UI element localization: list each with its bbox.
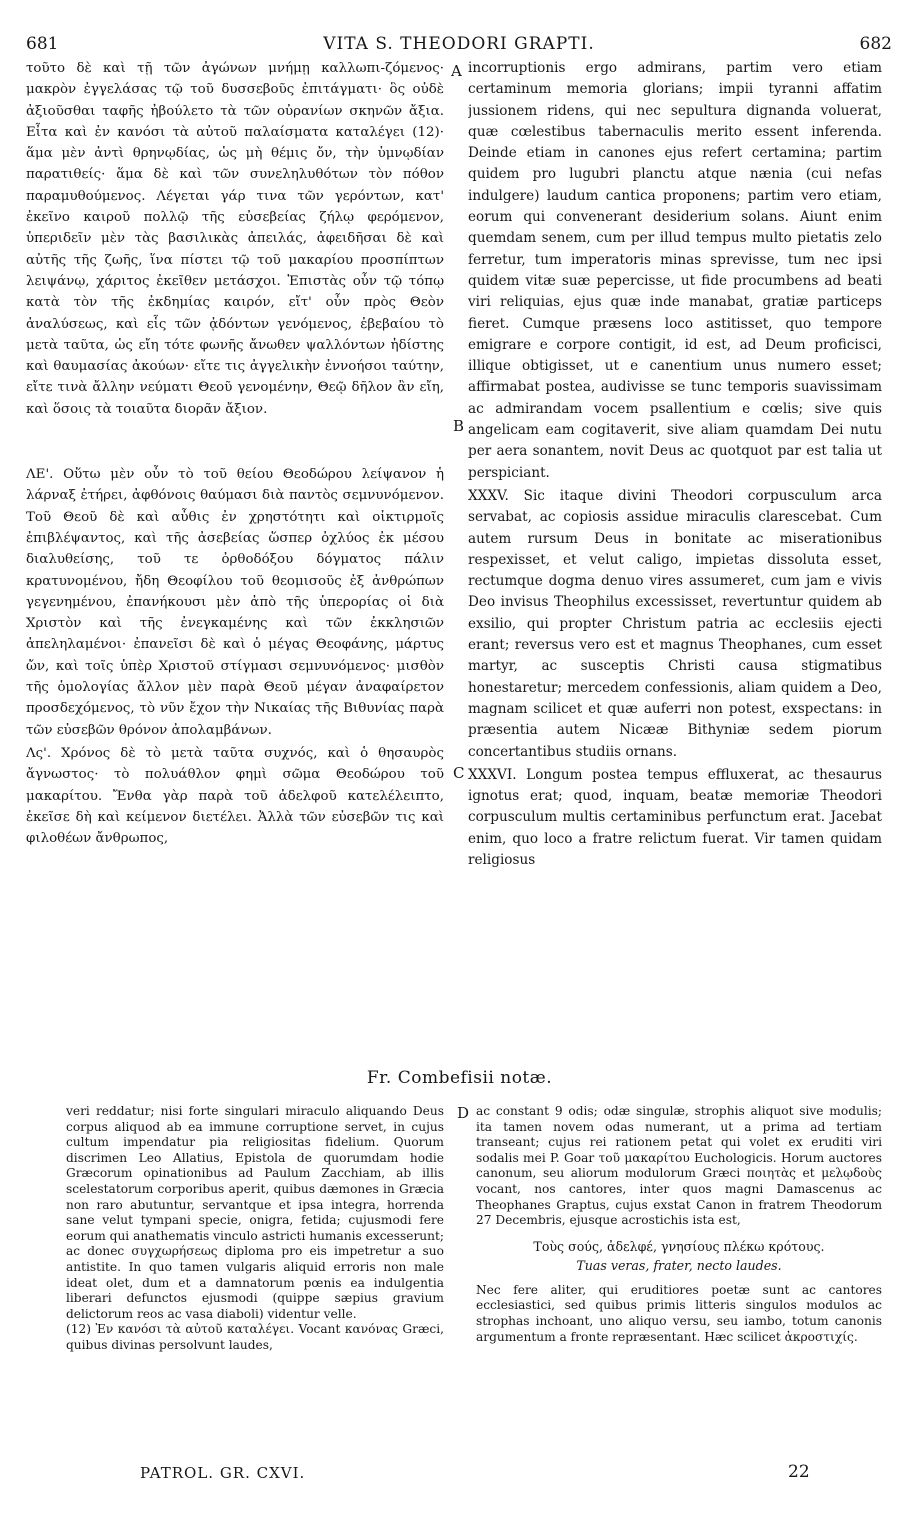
- greek-paragraph: τοῦτο δὲ καὶ τῇ τῶν ἀγώνων μνήμῃ καλλωπι-ζόμενος· μακρὸν ἐγγελάσας τῷ τοῦ δυσσεβοῦς ἐπιτάγματι· ὃς οὐδὲ ἀξιοῦσθαι ταφῆς ἠβούλετο τὰ τῶν οὐρανίων σκηνῶν ἄξια. Εἶτα καὶ ἐν κανόσι τὰ αὐτοῦ παλαίσματα καταλέγει (12)· ἅμα μὲν ἀντὶ θρηνῳδίας, ὡς μὴ θέμις ὄν, τὴν ὑμνῳδίαν παρατιθείς· ἅμα δὲ καὶ τῶν συνεληλυθότων τὸν πόθον παραμυθούμενος. Λέγεται γάρ τινα τῶν γερόντων, κατ' ἐκεῖνο καιροῦ πολλῷ τῆς εὐσεβείας ζήλῳ φερόμενον, ὑπεριδεῖν μὲν τὰς βασιλικὰς ἀπειλάς, ἀφειδῆσαι δὲ καὶ αὐτῆς τῆς ζωῆς, ἵνα πίστει τῷ τοῦ μακαρίου προσπίπτων λειψάνῳ, χάριτος ἐκεῖθεν μετάσχοι. Ἐπιστὰς οὖν τῷ τόπῳ κατὰ τὸν τῆς ἐκδημίας καιρόν, εἴτ' οὖν πρὸς Θεὸν ἀναλύσεως, καὶ εἷς τῶν ᾀδόντων γενόμενος, ἐβεβαίου τὸ μετὰ ταῦτα, ὡς εἴη τότε φωνῆς ἄνωθεν ψαλλόντων ἡδίστης καὶ θαυμασίας ἀκούων· εἴτε τις ἀγγελικὴν ἐννοήσοι ταύτην, εἴτε τινὰ ἄλλην νεύματι Θεοῦ γενομένην, Θεῷ δῆλον ἂν εἴη, καὶ ὅσοις τὰ τοιαῦτα διορᾶν ἄξιον.: [26, 61, 444, 417]
- latin-column: [468, 58, 882, 871]
- acrostic-verse-latin: Tuas veras, frater, necto laudes.: [576, 1257, 782, 1273]
- running-title: VITA S. THEODORI GRAPTI.: [323, 34, 595, 54]
- notes-heading: Fr. Combefisii notæ.: [366, 1068, 553, 1088]
- running-header: [26, 34, 892, 60]
- notes-right-column: [476, 1104, 882, 1345]
- greek-column: [26, 58, 444, 849]
- column-number-right: 682: [859, 34, 892, 54]
- note-paragraph: veri reddatur; nisi forte singulari miraculo aliquando Deus corpus aliquod ab ea immune corruptione servet, in cujus cultum impendatur pia religiositas fidelium. Quorum discrimen Leo Allatius, Epistola de quorumdam hodie Græcorum opinationibus ad Paulum Zacchiam, ab illis scelestatorum corporibus aperit, quibus dæmones in Græcia non raro abutuntur, servantque et ipsa integra, horrenda sane velut tympani specie, onigra, fetida; cujusmodi fere eorum qui anathematis vinculo astricti humanis excesserunt; ac donec συγχωρήσεως diploma pro eis impetretur a suo antistite. In quo tamen vulgaris aliquid erroris non male ideat olet, dum et a damnatorum pœnis ea indulgentia liberari defunctos ejusmodi (quippe sæpius gravium delictorum reos ac vasa diaboli) videntur velle.: [66, 1104, 444, 1321]
- greek-paragraph: Λς'. Χρόνος δὲ τὸ μετὰ ταῦτα συχνός, καὶ ὁ θησαυρὸς ἄγνωστος· τὸ πολυάθλον φημὶ σῶμα Θεοδώρου τοῦ μακαρίτου. Ἔνθα γὰρ παρὰ τοῦ ἀδελφοῦ κατελέλειπτο, ἐκεῖσε δὴ καὶ κείμενον διετέλει. Ἀλλὰ τῶν εὐσεβῶν τις καὶ φιλοθέων ἄνθρωπος,: [26, 745, 444, 847]
- footer-sheet-number: 22: [788, 1462, 810, 1482]
- latin-paragraph: XXXV. Sic itaque divini Theodori corpusculum arca servabat, ac copiosis assidue miraculis clarescebat. Cum autem rursum Deus in bonitate ac miserationibus respexisset, et velut caligo, impietas dissoluta esset, rectumque dogma denuo vires assumeret, cum jam e vivis Deo invisus Theophilus excessisset, revertuntur quidem ab exsilio, qui propter Christum patria ac ecclesiis ejecti erant; reversus vero est et magnus Theophanes, cum esset martyr, ac susceptis Christi causa stigmatibus honestaretur; mercedem confessionis, aliam quidem a Deo, magnam scilicet et quæ auferri non potest, exspectans: in præsentia autem Nicææ Bithyniæ sedem piorum concertantibus studiis ornans.: [468, 487, 882, 760]
- note-paragraph: Nec fere aliter, qui eruditiores poetæ sunt ac cantores ecclesiastici, sed quibus primis litteris singulos modulos ac strophas inchoant, uno aliquo versu, seu iambo, totum canonis argumentum a fronte repræsentant. Hæc scilicet ἀκροστιχίς.: [476, 1282, 882, 1344]
- greek-paragraph: ΛΕ'. Οὕτω μὲν οὖν τὸ τοῦ θείου Θεοδώρου λείψανον ἡ λάρναξ ἐτήρει, ἀφθόνοις θαύμασι διὰ παντὸς σεμνυνόμενον. Τοῦ Θεοῦ δὲ καὶ αὖθις ἐν χρηστότητι καὶ οἰκτιρμοῖς ἐπιβλέψαντος, καὶ τῆς ἀσεβείας ὥσπερ ὀχλύος ἐκ μέσου διαλυθείσης, τοῦ τε ὀρθοδόξου δόγματος πάλιν κρατυνομένου, ἤδη Θεοφίλου τοῦ θεομισοῦς ἐξ ἀνθρώπων γεγενημένου, ἐπανήκουσι μὲν ἀπὸ τῆς ὑπερορίας οἱ διὰ Χριστὸν καὶ τῆς ἐνεγκαμένης καὶ τῶν ἐκκλησιῶν ἀπεληλαμένοι· ἐπανεῖσι δὲ καὶ ὁ μέγας Θεοφάνης, μάρτυς ὤν, καὶ τοῖς ὑπὲρ Χριστοῦ στίγμασι σεμνυνόμενος· μισθὸν τῆς ὁμολογίας ἄλλον μὲν παρὰ Θεοῦ μέγαν ἀναφαίρετον προσδεχόμενος, τὸ νῦν ἔχον τὴν Νικαίας τῆς Βιθυνίας παρὰ τῶν εὐσεβῶν θρόνον ἀπολαμβάνων.: [26, 467, 444, 738]
- latin-paragraph: XXXVI. Longum postea tempus effluxerat, ac thesaurus ignotus erat; quod, inquam, beatæ memoriæ Theodori corpusculum multis certaminibus perfunctum erat. Jacebat enim, quo loco a fratre relictum fuerat. Vir tamen quidam religiosus: [468, 766, 882, 868]
- notes-left-column: [66, 1104, 444, 1354]
- column-number-left: 681: [26, 34, 59, 54]
- note-paragraph: ac constant 9 odis; odæ singulæ, strophis aliquot sive modulis; ita tamen novem odas numerant, ut a prima ad tertiam transeant; cujus rei rationem petat qui volet ex eruditi viri sodalis mei P. Goar τοῦ μακαρίτου Euchologicis. Horum auctores canonum, seu aliorum modulorum Græci ποιητὰς et μελῳδοὺς vocant, nos cantores, inter quos magni Damascenus ac Theophanes Graptus, cujus exstat Canon in fratrem Theodorum 27 Decembris, ejusque acrostichis ista est,: [476, 1104, 882, 1228]
- acrostic-verse-greek: Τοὺς σούς, ἀδελφέ, γνησίους πλέκω κρότους.: [533, 1238, 825, 1254]
- margin-marker-d: D: [457, 1104, 470, 1122]
- margin-marker-b: B: [453, 417, 465, 435]
- margin-marker-c: C: [453, 764, 465, 782]
- footer-signature: PATROL. GR. CXVI.: [140, 1464, 306, 1482]
- note-paragraph: (12) Ἐν κανόσι τὰ αὐτοῦ καταλέγει. Vocant κανόνας Græci, quibus divinas persolvunt laudes,: [66, 1322, 444, 1352]
- latin-paragraph: incorruptionis ergo admirans, partim vero etiam certaminum memoria glorians; impii tyranni affatim jussionem ridens, qui nec sepultura dignanda voluerat, quæ cœlestibus tabernaculis merito essent inferenda. Deinde etiam in canones ejus refert certamina; partim quidem pro lugubri planctu atque næniа (cui nefas indulgere) laudum cantica proponens; partim vero etiam, eorum qui convenerant desiderium solans. Aiunt enim quemdam senem, cum per illud tempus multo pietatis zelo ferretur, tum imperatoris minas sprevisse, tum nec ipsi quidem vitæ suæ pepercisse, ut fide procumbens ad beati viri reliquias, ejus quæ inde manabat, gratiæ particeps fieret. Cumque præsens loco astitisset, quo tempore emigrare e corpore contigit, id est, ad Deum proficisci, illique obtigisset, ut e canentium unus numero esset; affirmabat postea, audivisse se tunc temporis suavissimam ac admirandam vocem psallentium e cœlis; sive quis angelicam eam cogitaverit, sive aliam quamdam Dei nutu per aera sonantem, novit Deus ac quotquot par est talia ut perspiciant.: [468, 60, 882, 481]
- margin-marker-a: A: [451, 62, 462, 80]
